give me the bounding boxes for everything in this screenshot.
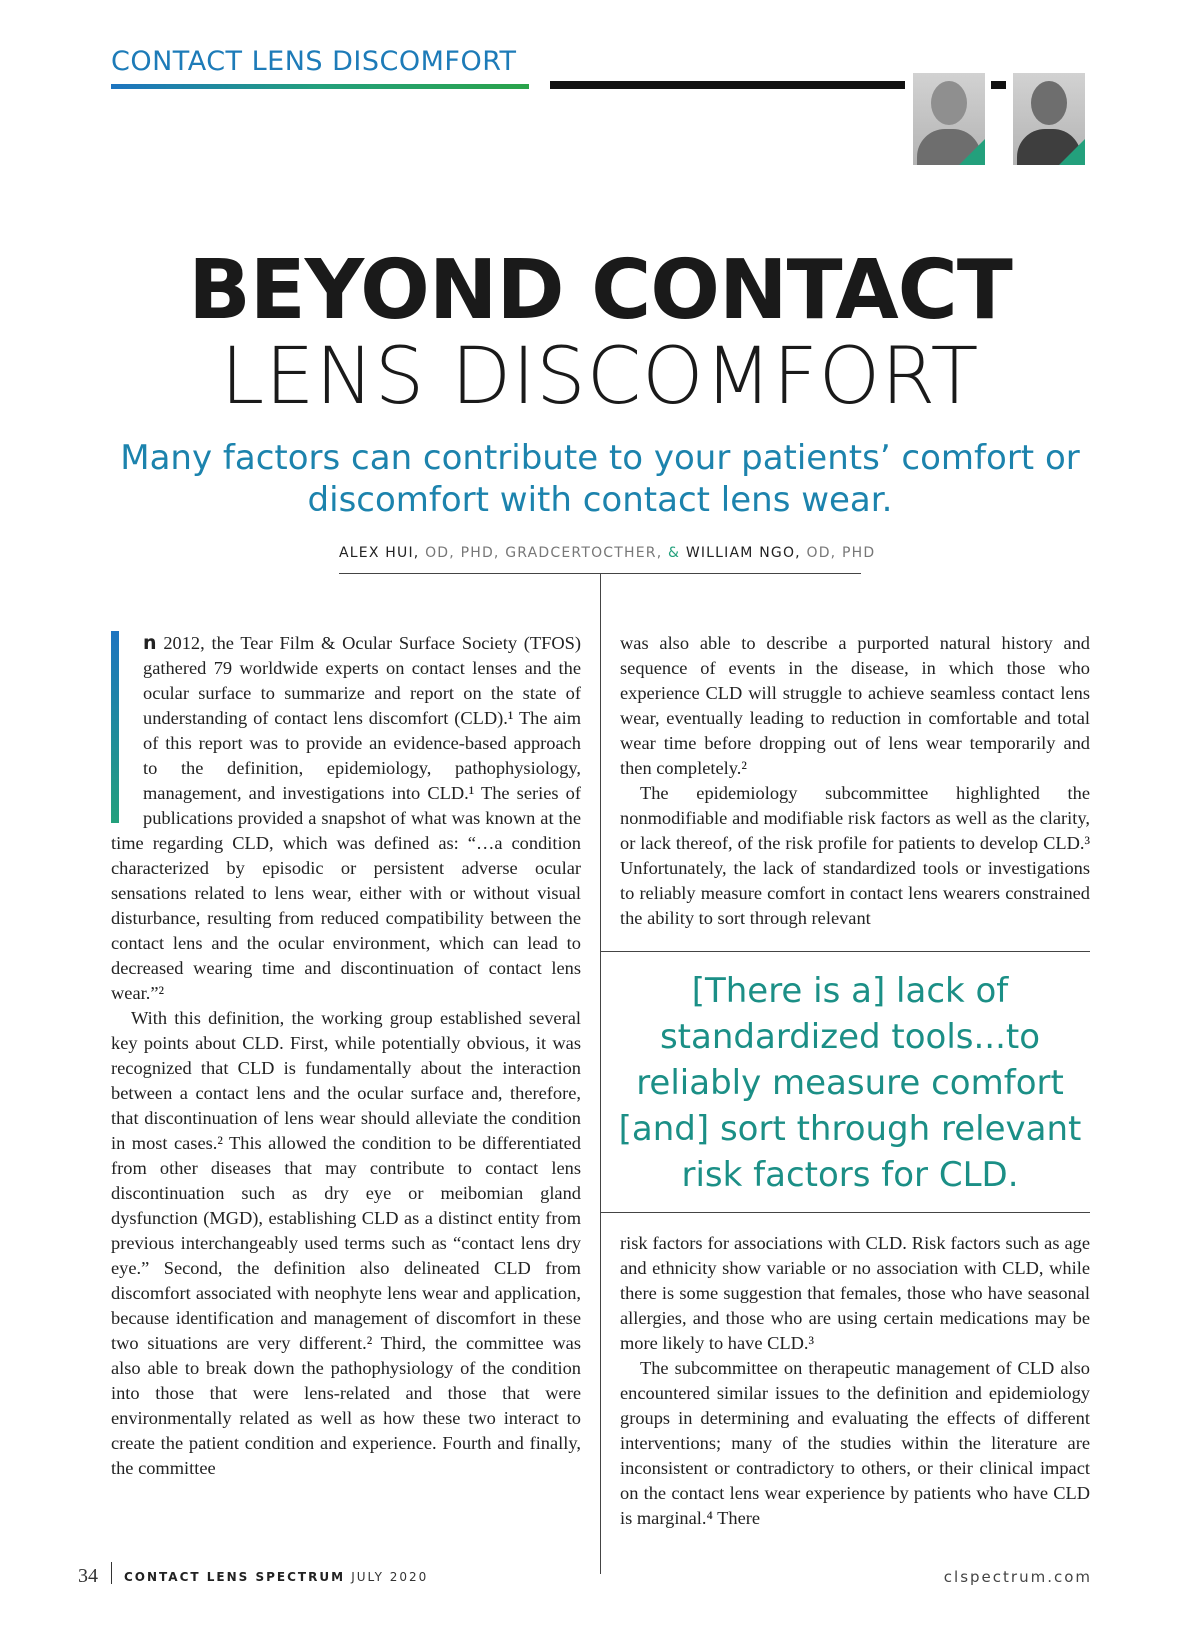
magazine-name: CONTACT LENS SPECTRUM [124,1570,346,1584]
author1-credentials: OD, PHD, GRADCERTOCTHER, [425,545,663,561]
header-rule-segment [991,81,1006,89]
paragraph [111,631,581,1006]
author-photo-william-ngo [1013,73,1085,165]
article-title-line2: LENS DISCOMFORT [220,332,980,422]
paragraph: risk factors for associations with CLD. Risk factors such as age and ethnicity show variable or no association with CLD, while there is some suggestion that females, those who have seasonal allergies, and those who are using certain medications may be more likely to have CLD.³ [620,1233,1090,1353]
paragraph: With this definition, the working group established several key points about CLD. First, while potentially obvious, it was recognized that CLD is fundamentally about the interaction between a contact lens and the ocular surface and, therefore, that discontinuation of lens wear should alleviate the condition in most cases.² This allowed the condition to be differentiated from other diseases that may contribute to contact lens discontinuation such as dry eye or meibomian gland dysfunction (MGD), establishing CLD as a distinct entity from previous interchangeably used terms such as “contact lens dry eye.” Second, the definition also delineated CLD from discomfort associated with neophyte lens wear and application, because identification and management of discomfort in these two situations are very different.² Third, the committee was also able to break down the pathophysiology of the condition into those that were lens-related and those that were environmentally related as well as how these two interact to create the patient condition and experience. Fourth and finally, the committee [111,1008,581,1478]
body-column-3 [620,1231,1090,1531]
author-photo-alex-hui [913,73,985,165]
column-divider [600,574,601,1574]
author2-credentials: OD, PHD [806,545,876,561]
paragraph-text: 2012, the Tear Film & Ocular Surface Society (TFOS) gathered 79 worldwide experts on contact lenses and the ocular surface to summarize and report on the state of understanding of contact lens discomfort (CLD).¹ The aim of this report was to provide an evidence-based approach to the definition, epidemiology, pathophysiology, management, and investigations into CLD.¹ The series of publications provided a snapshot of what was known at the time regarding CLD, which was defined as: “…a condition characterized by episodic or persistent adverse ocular sensations related to lens wear, either with or without visual disturbance, resulting from reduced compatibility between the contact lens and the ocular environment, which can lead to decreased wearing time and discontinuation of contact lens wear.”² [111,633,582,1003]
body-column-2 [620,631,1090,931]
footer-website: clspectrum.com [943,1568,1092,1586]
author2-name: WILLIAM NGO, [685,545,801,561]
section-label-underline [111,84,529,89]
drop-cap-bar [111,631,119,823]
article-subtitle: Many factors can contribute to your patients’ comfort or discomfort with contact lens wear. [120,438,1080,520]
paragraph: The subcommittee on therapeutic management of CLD also encountered similar issues to the definition and epidemiology groups in determining and evaluating the effects of different interventions; many of the studies within the literature are inconsistent or contradictory to others, or their clinical impact on the contact lens wear experience by patients who have CLD is marginal.⁴ There [620,1358,1090,1528]
byline [339,545,875,561]
author1-name: ALEX HUI, [339,545,420,561]
pullquote: [There is a] lack of standardized tools...to reliably measure comfort [and] sort through relevant risk factors for CLD. [618,971,1082,1195]
issue-date: JULY 2020 [351,1570,429,1584]
paragraph: was also able to describe a purported natural history and sequence of events in the disease, in which those who experience CLD will struggle to achieve seamless contact lens wear, eventually leading to reduction in comfortable and total wear time before dropping out of lens wear temporarily and then completely.² [620,633,1090,778]
lead-letter: n [143,632,157,654]
footer-divider [111,1562,112,1584]
body-column-1 [111,631,581,1481]
pullquote-rule-bottom [600,1212,1090,1213]
footer-magazine [124,1570,428,1584]
header-rule [550,81,905,89]
section-label: CONTACT LENS DISCOMFORT [111,46,517,77]
byline-ampersand: & [668,545,681,561]
pullquote-rule-top [600,951,1090,952]
paragraph: The epidemiology subcommittee highlighted the nonmodifiable and modifiable risk factors as well as the clarity, or lack thereof, of the risk profile for patients to develop CLD.³ Unfortunately, the lack of standardized tools or investigations to reliably measure comfort in contact lens wearers constrained the ability to sort through relevant [620,783,1090,928]
article-title-line1: BEYOND CONTACT [188,243,1012,338]
page-number: 34 [78,1565,98,1587]
